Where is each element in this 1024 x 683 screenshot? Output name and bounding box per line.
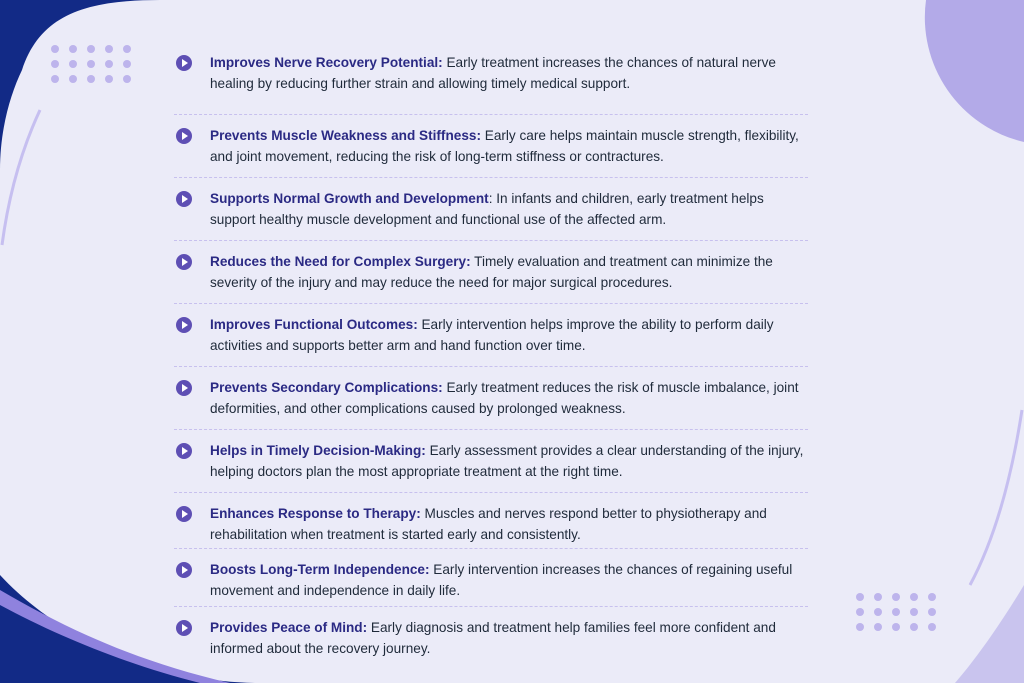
benefit-title: Supports Normal Growth and Development: [210, 191, 489, 206]
benefit-item: [174, 367, 808, 430]
decorative-dot: [856, 593, 864, 601]
benefit-item: [174, 52, 808, 115]
benefit-description: Early treatment reduces the risk of muscle imbalance, joint deformities, and other complications caused by prolonged weakness.: [210, 380, 799, 416]
benefit-text: [210, 125, 808, 167]
decorative-dot: [123, 75, 131, 83]
decorative-dot: [51, 60, 59, 68]
decorative-dot: [910, 623, 918, 631]
benefit-item: [174, 115, 808, 178]
decorative-dot: [928, 593, 936, 601]
benefit-title: Boosts Long-Term Independence:: [210, 562, 430, 577]
benefit-item: [174, 241, 808, 304]
benefits-list: [174, 52, 808, 659]
decorative-dot: [910, 608, 918, 616]
decorative-dot: [856, 608, 864, 616]
decorative-dot: [123, 60, 131, 68]
decorative-dot: [892, 593, 900, 601]
decorative-dot: [69, 60, 77, 68]
benefit-title: Prevents Muscle Weakness and Stiffness:: [210, 128, 481, 143]
benefit-title: Improves Nerve Recovery Potential:: [210, 55, 443, 70]
decorative-dot: [892, 608, 900, 616]
benefit-description: Early diagnosis and treatment help families feel more confident and informed about the recovery journey.: [210, 620, 776, 656]
decorative-dot: [69, 75, 77, 83]
decorative-dot: [51, 75, 59, 83]
benefit-text: [210, 377, 808, 419]
decorative-dot: [910, 593, 918, 601]
benefit-text: [210, 188, 808, 230]
decorative-dot: [874, 608, 882, 616]
benefit-description: Early care helps maintain muscle strength, flexibility, and joint movement, reducing the risk of long-term stiffness or contractures.: [210, 128, 799, 164]
dot-grid-top-left: [51, 45, 131, 83]
benefit-item: [174, 549, 808, 607]
decorative-dot: [928, 608, 936, 616]
decorative-dot: [856, 623, 864, 631]
decorative-dot: [105, 60, 113, 68]
benefit-text: [210, 440, 808, 482]
benefit-title: Improves Functional Outcomes:: [210, 317, 418, 332]
decorative-dot: [892, 623, 900, 631]
decorative-dot: [69, 45, 77, 53]
play-bullet-icon: [176, 254, 192, 270]
benefit-title: Enhances Response to Therapy:: [210, 506, 421, 521]
play-bullet-icon: [176, 55, 192, 71]
benefit-item: [174, 430, 808, 493]
benefit-text: [210, 503, 808, 545]
benefit-item: [174, 607, 808, 659]
benefit-text: [210, 52, 808, 94]
benefit-description: Early assessment provides a clear understanding of the injury, helping doctors plan the most appropriate treatment at the right time.: [210, 443, 804, 479]
benefit-title: Prevents Secondary Complications:: [210, 380, 443, 395]
benefit-description: Timely evaluation and treatment can minimize the severity of the injury and may reduce the need for major surgical procedures.: [210, 254, 773, 290]
dot-grid-bottom-right: [856, 593, 936, 631]
benefit-text: [210, 251, 808, 293]
benefit-description: : In infants and children, early treatment helps support healthy muscle development and functional use of the affected arm.: [210, 191, 764, 227]
decorative-dot: [928, 623, 936, 631]
benefit-description: Early treatment increases the chances of natural nerve healing by reducing further strain and allowing timely medical support.: [210, 55, 776, 91]
benefit-item: [174, 493, 808, 549]
benefit-item: [174, 304, 808, 367]
benefit-text: [210, 314, 808, 356]
play-bullet-icon: [176, 443, 192, 459]
benefit-description: Early intervention increases the chances of regaining useful movement and independence in daily life.: [210, 562, 793, 598]
decorative-dot: [51, 45, 59, 53]
play-bullet-icon: [176, 620, 192, 636]
benefit-text: [210, 559, 808, 601]
decorative-dot: [874, 623, 882, 631]
decorative-dot: [123, 45, 131, 53]
benefit-text: [210, 617, 808, 659]
decorative-dot: [87, 60, 95, 68]
decorative-dot: [87, 75, 95, 83]
benefit-title: Reduces the Need for Complex Surgery:: [210, 254, 471, 269]
play-bullet-icon: [176, 128, 192, 144]
decorative-dot: [87, 45, 95, 53]
play-bullet-icon: [176, 380, 192, 396]
benefit-title: Helps in Timely Decision-Making:: [210, 443, 426, 458]
benefit-description: Muscles and nerves respond better to physiotherapy and rehabilitation when treatment is started early and consistently.: [210, 506, 767, 542]
play-bullet-icon: [176, 562, 192, 578]
decorative-dot: [105, 45, 113, 53]
decorative-dot: [874, 593, 882, 601]
benefit-item: [174, 178, 808, 241]
play-bullet-icon: [176, 506, 192, 522]
play-bullet-icon: [176, 191, 192, 207]
benefit-description: Early intervention helps improve the ability to perform daily activities and supports better arm and hand function over time.: [210, 317, 774, 353]
decorative-dot: [105, 75, 113, 83]
play-bullet-icon: [176, 317, 192, 333]
benefit-title: Provides Peace of Mind:: [210, 620, 368, 635]
